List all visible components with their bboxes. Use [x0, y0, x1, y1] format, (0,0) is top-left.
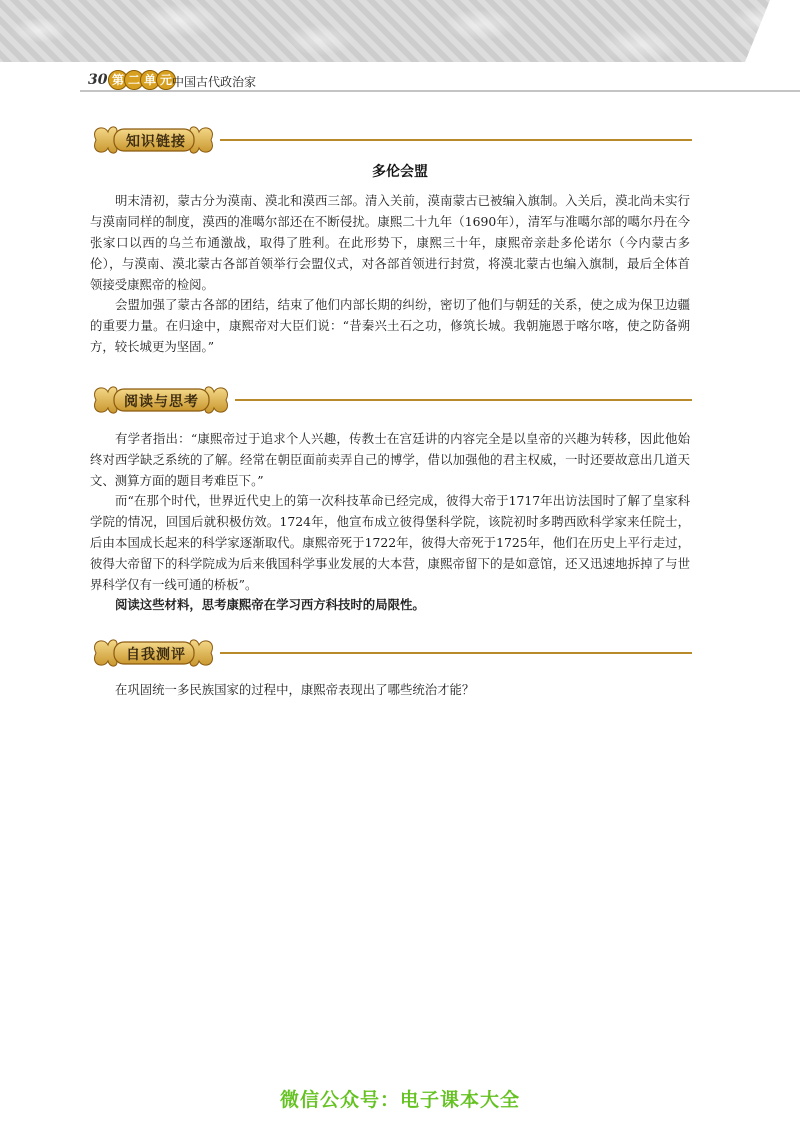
paragraph: 而“在那个时代，世界近代史上的第一次科技革命已经完成，彼得大帝于1717年出访法国时了解了皇家科学院的情况，回国后就积极仿效。1724年，他宣布成立彼得堡科学院，该院初时多聘西欧科学家来任院士，后由本国成长起来的科学家逐渐取代。康熙帝死于1722年，彼得大帝死于1725年，他们在历史上平行走过，彼得大帝留下的科学院成为后来俄国科学事业发展的大本营，康熙帝留下的是如意馆，还又迅速地拆掉了与世界科学仅有一线可通的桥板”。 — [90, 493, 690, 592]
section-label-self-assessment: 自我测评 — [126, 647, 186, 663]
section-header-reading-thinking — [86, 380, 696, 420]
article-title: 多伦会盟 — [372, 164, 428, 180]
section-divider — [220, 652, 692, 654]
header-banner — [0, 0, 800, 92]
section-label-reading-thinking: 阅读与思考 — [124, 394, 199, 410]
paragraph: 明末清初，蒙古分为漠南、漠北和漠西三部。清入关前，漠南蒙古已被编入旗制。入关后，漠北尚未实行与漠南同样的制度，漠西的准噶尔部还在不断侵扰。康熙二十九年（1690年），清军与准噶尔部的噶尔丹在今张家口以西的乌兰布通激战，取得了胜利。在此形势下，康熙三十年，康熙帝亲赴多伦诺尔（今内蒙古多伦），与漠南、漠北蒙古各部首领举行会盟仪式，对各部首领进行封赏，将漠北蒙古也编入旗制，最后全体首领接受康熙帝的检阅。 — [90, 193, 690, 292]
paragraph: 会盟加强了蒙古各部的团结，结束了他们内部长期的纠纷，密切了他们与朝廷的关系，使之成为保卫边疆的重要力量。在归途中，康熙帝对大臣们说：“昔秦兴土石之功，修筑长城。我朝施恩于喀尔喀，使之防备朔方，较长城更为坚固。” — [90, 297, 690, 354]
reading-question: 阅读这些材料，思考康熙帝在学习西方科技时的局限性。 — [115, 597, 425, 612]
section-header-knowledge-link — [86, 120, 696, 160]
unit-badge-number: 二 — [124, 70, 144, 90]
section-header-self-assessment — [86, 633, 696, 673]
page-number: 30 — [88, 72, 108, 88]
section-divider — [235, 399, 692, 401]
paragraph: 有学者指出：“康熙帝过于追求个人兴趣，传教士在宫廷讲的内容完全是以皇帝的兴趣为转移，因此他始终对西学缺乏系统的了解。经常在朝臣面前卖弄自己的博学，借以加强他的君主权威，一时还要故意出几道天文、测算方面的题目考难臣下。” — [90, 431, 690, 488]
section-divider — [220, 139, 692, 141]
assessment-question: 在巩固统一多民族国家的过程中，康熙帝表现出了哪些统治才能？ — [115, 682, 475, 697]
unit-badge-word1: 单 — [140, 70, 160, 90]
watermark: 微信公众号：电子课本大全 — [279, 1089, 520, 1111]
unit-badge-prefix: 第 — [108, 70, 128, 90]
section-label-knowledge-link: 知识链接 — [126, 134, 186, 150]
unit-title: 中国古代政治家 — [172, 75, 257, 89]
unit-badge-word2: 元 — [156, 70, 176, 90]
